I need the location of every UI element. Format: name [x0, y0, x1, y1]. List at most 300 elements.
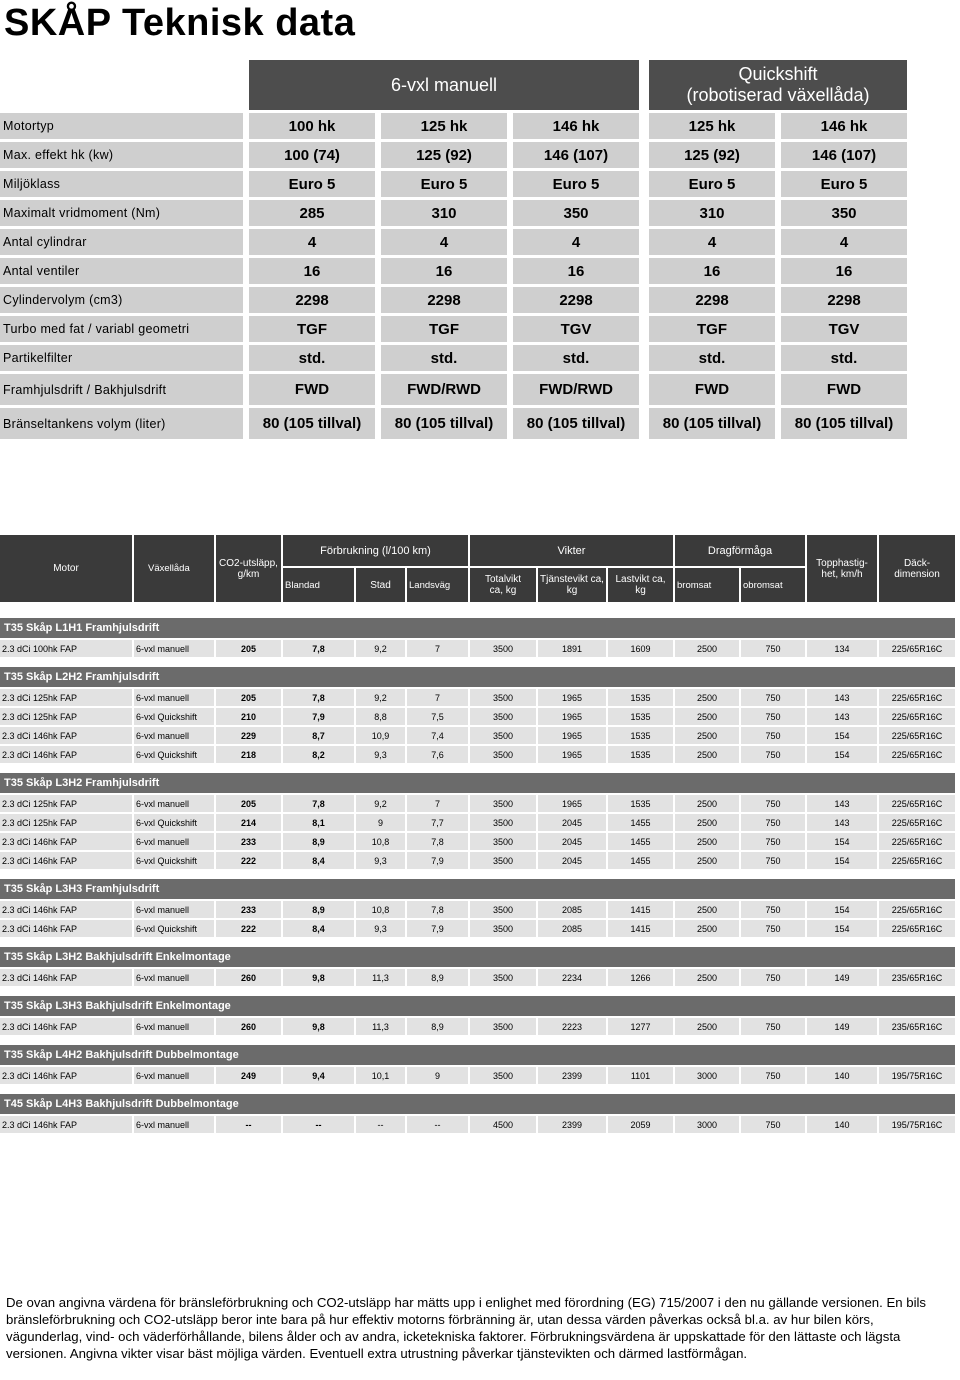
col-totalvikt: [470, 568, 538, 604]
table-cell: 2223: [538, 1018, 608, 1037]
table-cell: 1535: [608, 746, 675, 765]
table-cell: 154: [807, 833, 879, 852]
table-cell: 6-vxl manuell: [134, 833, 216, 852]
table-cell: 2500: [675, 852, 741, 871]
spec-cell: TGF: [649, 316, 781, 345]
spec-row-label: Turbo med fat / variabl geometri: [0, 316, 249, 345]
col-dack-line2: dimension: [894, 568, 940, 580]
table-cell: 1277: [608, 1018, 675, 1037]
cons-body: [0, 604, 955, 1135]
table-cell: 1535: [608, 795, 675, 814]
table-row: [0, 901, 955, 920]
table-cell: 6-vxl manuell: [134, 727, 216, 746]
table-cell: 2059: [608, 1116, 675, 1135]
table-cell: 750: [741, 920, 807, 939]
table-cell: 143: [807, 689, 879, 708]
table-cell: 7,6: [407, 746, 470, 765]
table-cell: 2045: [538, 833, 608, 852]
spec-row: [0, 345, 907, 374]
spec-cell: TGV: [781, 316, 907, 345]
table-cell: 750: [741, 833, 807, 852]
table-cell: 9,8: [283, 969, 356, 988]
table-cell: 6-vxl manuell: [134, 640, 216, 659]
table-cell: 2.3 dCi 146hk FAP: [0, 920, 134, 939]
section-title-row: [0, 947, 955, 969]
spec-cell: 16: [381, 258, 513, 287]
section-title: T45 Skåp L4H3 Bakhjulsdrift Dubbelmontage: [0, 1094, 955, 1116]
spec-row: [0, 113, 907, 142]
table-cell: 750: [741, 901, 807, 920]
table-cell: 3500: [470, 746, 538, 765]
col-blandad: Blandad: [283, 568, 356, 604]
spec-cell: FWD: [781, 374, 907, 408]
table-row: [0, 1116, 955, 1135]
spec-cell: std.: [513, 345, 649, 374]
table-row: [0, 727, 955, 746]
spec-row-label: Cylindervolym (cm3): [0, 287, 249, 316]
table-cell: 2.3 dCi 125hk FAP: [0, 708, 134, 727]
table-cell: 233: [216, 901, 283, 920]
table-cell: 2.3 dCi 146hk FAP: [0, 969, 134, 988]
section-title-row: [0, 1045, 955, 1067]
group-quickshift-title: Quickshift: [738, 64, 818, 84]
spec-cell: 310: [649, 200, 781, 229]
table-cell: 2.3 dCi 125hk FAP: [0, 795, 134, 814]
col-motor: Motor: [0, 535, 134, 604]
table-cell: 225/65R16C: [879, 852, 955, 871]
table-cell: 750: [741, 969, 807, 988]
spec-cell: 80 (105 tillval): [381, 408, 513, 442]
table-cell: 9,8: [283, 1018, 356, 1037]
spec-cell: 16: [249, 258, 381, 287]
table-cell: 134: [807, 640, 879, 659]
section-title: T35 Skåp L3H3 Framhjulsdrift: [0, 879, 955, 901]
spec-row-label: Miljöklass: [0, 171, 249, 200]
table-cell: 6-vxl manuell: [134, 689, 216, 708]
spec-cell: 80 (105 tillval): [513, 408, 649, 442]
table-cell: 225/65R16C: [879, 833, 955, 852]
table-cell: 225/65R16C: [879, 901, 955, 920]
spec-cell: FWD: [249, 374, 381, 408]
table-row: [0, 833, 955, 852]
table-cell: 3500: [470, 969, 538, 988]
table-cell: 3500: [470, 708, 538, 727]
table-cell: 3500: [470, 920, 538, 939]
section-title: T35 Skåp L2H2 Framhjulsdrift: [0, 667, 955, 689]
spec-cell: 146 hk: [781, 113, 907, 142]
table-cell: 2.3 dCi 146hk FAP: [0, 746, 134, 765]
table-cell: 750: [741, 1067, 807, 1086]
table-cell: 9,3: [356, 920, 407, 939]
table-cell: --: [407, 1116, 470, 1135]
table-cell: 8,9: [283, 833, 356, 852]
section-spacer: [0, 871, 955, 879]
table-cell: 9: [356, 814, 407, 833]
table-cell: 210: [216, 708, 283, 727]
table-cell: 4500: [470, 1116, 538, 1135]
table-cell: 750: [741, 1116, 807, 1135]
table-cell: 10,9: [356, 727, 407, 746]
section-title: T35 Skåp L3H3 Bakhjulsdrift Enkelmontage: [0, 996, 955, 1018]
col-lastvikt-line2: kg: [635, 585, 646, 596]
table-row: [0, 640, 955, 659]
table-cell: --: [216, 1116, 283, 1135]
spec-cell: 146 (107): [513, 142, 649, 171]
table-cell: 260: [216, 1018, 283, 1037]
section-spacer-cell: [0, 1086, 955, 1094]
table-cell: 2.3 dCi 146hk FAP: [0, 1018, 134, 1037]
table-cell: 7,8: [283, 640, 356, 659]
table-cell: 154: [807, 920, 879, 939]
table-cell: 2085: [538, 901, 608, 920]
table-cell: 195/75R16C: [879, 1067, 955, 1086]
col-lastvikt-line1: Lastvikt ca,: [615, 574, 666, 585]
table-cell: 235/65R16C: [879, 1018, 955, 1037]
table-row: [0, 852, 955, 871]
table-cell: 2234: [538, 969, 608, 988]
spec-row-label: Partikelfilter: [0, 345, 249, 374]
col-landsvag: Landsväg: [407, 568, 470, 604]
table-cell: 8,9: [407, 1018, 470, 1037]
table-cell: 11,3: [356, 1018, 407, 1037]
section-title: T35 Skåp L3H2 Bakhjulsdrift Enkelmontage: [0, 947, 955, 969]
group-forbrukning: Förbrukning (l/100 km): [283, 535, 470, 568]
consumption-table: [0, 535, 955, 1135]
spec-row: [0, 200, 907, 229]
group-quickshift-subtitle: (robotiserad växellåda): [686, 85, 870, 105]
spec-cell: 2298: [381, 287, 513, 316]
table-cell: 750: [741, 640, 807, 659]
table-cell: 6-vxl Quickshift: [134, 708, 216, 727]
table-cell: 222: [216, 852, 283, 871]
col-lastvikt: [608, 568, 675, 604]
table-cell: 229: [216, 727, 283, 746]
table-cell: 2500: [675, 689, 741, 708]
spec-cell: FWD/RWD: [381, 374, 513, 408]
spec-row: [0, 287, 907, 316]
table-row: [0, 795, 955, 814]
table-cell: 225/65R16C: [879, 727, 955, 746]
table-cell: 10,1: [356, 1067, 407, 1086]
table-cell: 2.3 dCi 146hk FAP: [0, 1067, 134, 1086]
table-cell: 225/65R16C: [879, 814, 955, 833]
spec-row-label: Bränseltankens volym (liter): [0, 408, 249, 442]
table-cell: 7,8: [283, 689, 356, 708]
spec-header-row: [0, 60, 907, 113]
table-cell: 9,3: [356, 746, 407, 765]
table-cell: 205: [216, 795, 283, 814]
col-topp-line1: Topphastig-: [816, 557, 868, 569]
table-cell: 2500: [675, 1018, 741, 1037]
table-cell: 750: [741, 708, 807, 727]
col-co2-line2: g/km: [237, 568, 260, 580]
table-cell: 7: [407, 795, 470, 814]
table-cell: 10,8: [356, 833, 407, 852]
table-cell: 1455: [608, 814, 675, 833]
table-cell: 7,4: [407, 727, 470, 746]
section-title-row: [0, 996, 955, 1018]
table-cell: 750: [741, 746, 807, 765]
table-cell: 154: [807, 901, 879, 920]
table-row: [0, 920, 955, 939]
table-cell: 6-vxl manuell: [134, 969, 216, 988]
table-cell: 8,7: [283, 727, 356, 746]
table-cell: 8,4: [283, 852, 356, 871]
table-cell: 225/65R16C: [879, 640, 955, 659]
table-cell: 260: [216, 969, 283, 988]
table-cell: 750: [741, 727, 807, 746]
section-spacer-cell: [0, 988, 955, 996]
col-totalvikt-line1: Totalvikt: [484, 574, 522, 585]
table-cell: 205: [216, 689, 283, 708]
spec-row-label: Framhjulsdrift / Bakhjulsdrift: [0, 374, 249, 408]
table-row: [0, 746, 955, 765]
table-cell: 154: [807, 727, 879, 746]
spec-cell: FWD/RWD: [513, 374, 649, 408]
table-row: [0, 689, 955, 708]
table-cell: 6-vxl manuell: [134, 901, 216, 920]
spec-row: [0, 408, 907, 442]
table-cell: 214: [216, 814, 283, 833]
page-title: SKÅP Teknisk data: [4, 2, 356, 44]
spec-cell: 2298: [249, 287, 381, 316]
table-cell: 9,2: [356, 689, 407, 708]
spec-row-label: Maximalt vridmoment (Nm): [0, 200, 249, 229]
table-cell: 154: [807, 746, 879, 765]
spec-header-blank: [0, 60, 249, 113]
group-manual: 6-vxl manuell: [249, 60, 649, 113]
table-cell: 2500: [675, 920, 741, 939]
col-co2: [216, 535, 283, 604]
table-cell: 1965: [538, 795, 608, 814]
table-cell: 225/65R16C: [879, 689, 955, 708]
group-vikter: Vikter: [470, 535, 675, 568]
section-title: T35 Skåp L1H1 Framhjulsdrift: [0, 618, 955, 640]
spec-cell: TGF: [381, 316, 513, 345]
spec-cell: TGF: [249, 316, 381, 345]
table-cell: 7,9: [407, 852, 470, 871]
table-cell: 3500: [470, 689, 538, 708]
group-quickshift: [649, 60, 907, 113]
table-cell: 10,8: [356, 901, 407, 920]
table-cell: 225/65R16C: [879, 795, 955, 814]
spec-cell: 16: [513, 258, 649, 287]
table-cell: 2.3 dCi 100hk FAP: [0, 640, 134, 659]
spec-cell: 100 hk: [249, 113, 381, 142]
spec-cell: 125 hk: [381, 113, 513, 142]
table-cell: 3000: [675, 1067, 741, 1086]
spec-row-label: Motortyp: [0, 113, 249, 142]
section-title-row: [0, 773, 955, 795]
table-row: [0, 1067, 955, 1086]
table-cell: 2.3 dCi 146hk FAP: [0, 901, 134, 920]
table-cell: 2.3 dCi 146hk FAP: [0, 852, 134, 871]
spec-cell: std.: [381, 345, 513, 374]
table-cell: 11,3: [356, 969, 407, 988]
table-cell: 8,1: [283, 814, 356, 833]
table-cell: 2.3 dCi 125hk FAP: [0, 689, 134, 708]
table-cell: 2.3 dCi 146hk FAP: [0, 727, 134, 746]
table-row: [0, 969, 955, 988]
section-spacer: [0, 604, 955, 618]
section-title: T35 Skåp L3H2 Framhjulsdrift: [0, 773, 955, 795]
table-cell: 3500: [470, 833, 538, 852]
col-bromsat: bromsat: [675, 568, 741, 604]
table-cell: 149: [807, 969, 879, 988]
table-cell: 750: [741, 689, 807, 708]
table-cell: 3500: [470, 814, 538, 833]
table-cell: 2045: [538, 852, 608, 871]
spec-cell: Euro 5: [649, 171, 781, 200]
section-spacer-cell: [0, 604, 955, 618]
table-cell: 7,7: [407, 814, 470, 833]
spec-cell: 350: [781, 200, 907, 229]
table-cell: 249: [216, 1067, 283, 1086]
spec-cell: 4: [249, 229, 381, 258]
spec-cell: 80 (105 tillval): [781, 408, 907, 442]
table-cell: 2500: [675, 746, 741, 765]
table-cell: 7: [407, 640, 470, 659]
table-cell: 8,4: [283, 920, 356, 939]
table-cell: 6-vxl manuell: [134, 1067, 216, 1086]
col-stad: Stad: [356, 568, 407, 604]
table-cell: 1535: [608, 727, 675, 746]
table-cell: 195/75R16C: [879, 1116, 955, 1135]
table-cell: 2399: [538, 1116, 608, 1135]
table-cell: 225/65R16C: [879, 708, 955, 727]
table-cell: 1965: [538, 708, 608, 727]
table-cell: 2500: [675, 814, 741, 833]
col-co2-line1: CO2-utsläpp,: [219, 557, 278, 569]
spec-cell: 80 (105 tillval): [649, 408, 781, 442]
table-cell: 1266: [608, 969, 675, 988]
spec-cell: 4: [513, 229, 649, 258]
table-cell: 2500: [675, 833, 741, 852]
col-tjanstevikt: [538, 568, 608, 604]
table-cell: 2500: [675, 640, 741, 659]
section-title-row: [0, 879, 955, 901]
table-cell: 3500: [470, 1018, 538, 1037]
table-cell: 233: [216, 833, 283, 852]
table-cell: 6-vxl Quickshift: [134, 920, 216, 939]
spec-row: [0, 171, 907, 200]
table-cell: 750: [741, 1018, 807, 1037]
spec-row: [0, 229, 907, 258]
col-dackdimension: [879, 535, 955, 604]
spec-row: [0, 316, 907, 345]
table-cell: 225/65R16C: [879, 920, 955, 939]
table-cell: 218: [216, 746, 283, 765]
spec-cell: 80 (105 tillval): [249, 408, 381, 442]
section-spacer-cell: [0, 871, 955, 879]
col-obromsat: obromsat: [741, 568, 807, 604]
spec-cell: FWD: [649, 374, 781, 408]
spec-cell: 4: [649, 229, 781, 258]
col-tjanstevikt-line1: Tjänstevikt ca,: [540, 574, 604, 585]
spec-row-label: Antal ventiler: [0, 258, 249, 287]
section-spacer: [0, 659, 955, 667]
table-cell: 6-vxl manuell: [134, 1116, 216, 1135]
section-spacer: [0, 1086, 955, 1094]
table-cell: 750: [741, 795, 807, 814]
table-cell: 2045: [538, 814, 608, 833]
table-cell: 1965: [538, 689, 608, 708]
table-cell: --: [283, 1116, 356, 1135]
spec-cell: 125 (92): [649, 142, 781, 171]
spec-cell: 2298: [781, 287, 907, 316]
spec-row: [0, 374, 907, 408]
spec-cell: 4: [781, 229, 907, 258]
section-title-row: [0, 1094, 955, 1116]
table-cell: 2500: [675, 795, 741, 814]
col-tjanstevikt-line2: kg: [566, 585, 578, 596]
spec-row-label: Antal cylindrar: [0, 229, 249, 258]
spec-cell: std.: [781, 345, 907, 374]
table-cell: 750: [741, 814, 807, 833]
table-cell: 149: [807, 1018, 879, 1037]
section-title: T35 Skåp L4H2 Bakhjulsdrift Dubbelmontage: [0, 1045, 955, 1067]
table-cell: 2500: [675, 901, 741, 920]
spec-cell: std.: [649, 345, 781, 374]
spec-cell: 125 hk: [649, 113, 781, 142]
spec-table: [0, 60, 907, 442]
table-cell: 1965: [538, 746, 608, 765]
table-row: [0, 708, 955, 727]
table-cell: --: [356, 1116, 407, 1135]
cons-header-row-1: [0, 535, 955, 568]
table-cell: 235/65R16C: [879, 969, 955, 988]
spec-cell: 2298: [649, 287, 781, 316]
table-cell: 2.3 dCi 146hk FAP: [0, 1116, 134, 1135]
table-cell: 2500: [675, 708, 741, 727]
spec-cell: std.: [249, 345, 381, 374]
spec-cell: Euro 5: [781, 171, 907, 200]
table-cell: 1455: [608, 852, 675, 871]
table-cell: 3500: [470, 901, 538, 920]
section-spacer: [0, 988, 955, 996]
table-cell: 1455: [608, 833, 675, 852]
table-cell: 143: [807, 795, 879, 814]
spec-cell: 100 (74): [249, 142, 381, 171]
section-spacer-cell: [0, 939, 955, 947]
spec-cell: 146 hk: [513, 113, 649, 142]
table-cell: 6-vxl manuell: [134, 1018, 216, 1037]
table-cell: 2399: [538, 1067, 608, 1086]
table-row: [0, 1018, 955, 1037]
spec-cell: TGV: [513, 316, 649, 345]
table-cell: 9: [407, 1067, 470, 1086]
table-cell: 1415: [608, 920, 675, 939]
table-cell: 1535: [608, 689, 675, 708]
col-topp-line2: het, km/h: [821, 568, 863, 580]
spec-row: [0, 258, 907, 287]
col-vaxellada: Växellåda: [134, 535, 216, 604]
table-cell: 7,8: [407, 833, 470, 852]
section-title-row: [0, 618, 955, 640]
table-cell: 2500: [675, 969, 741, 988]
table-cell: 3500: [470, 1067, 538, 1086]
table-cell: 205: [216, 640, 283, 659]
table-cell: 3500: [470, 727, 538, 746]
spec-cell: 16: [781, 258, 907, 287]
table-cell: 140: [807, 1116, 879, 1135]
table-cell: 1415: [608, 901, 675, 920]
table-cell: 7,5: [407, 708, 470, 727]
table-cell: 143: [807, 708, 879, 727]
table-cell: 1609: [608, 640, 675, 659]
spec-cell: Euro 5: [381, 171, 513, 200]
spec-cell: 310: [381, 200, 513, 229]
